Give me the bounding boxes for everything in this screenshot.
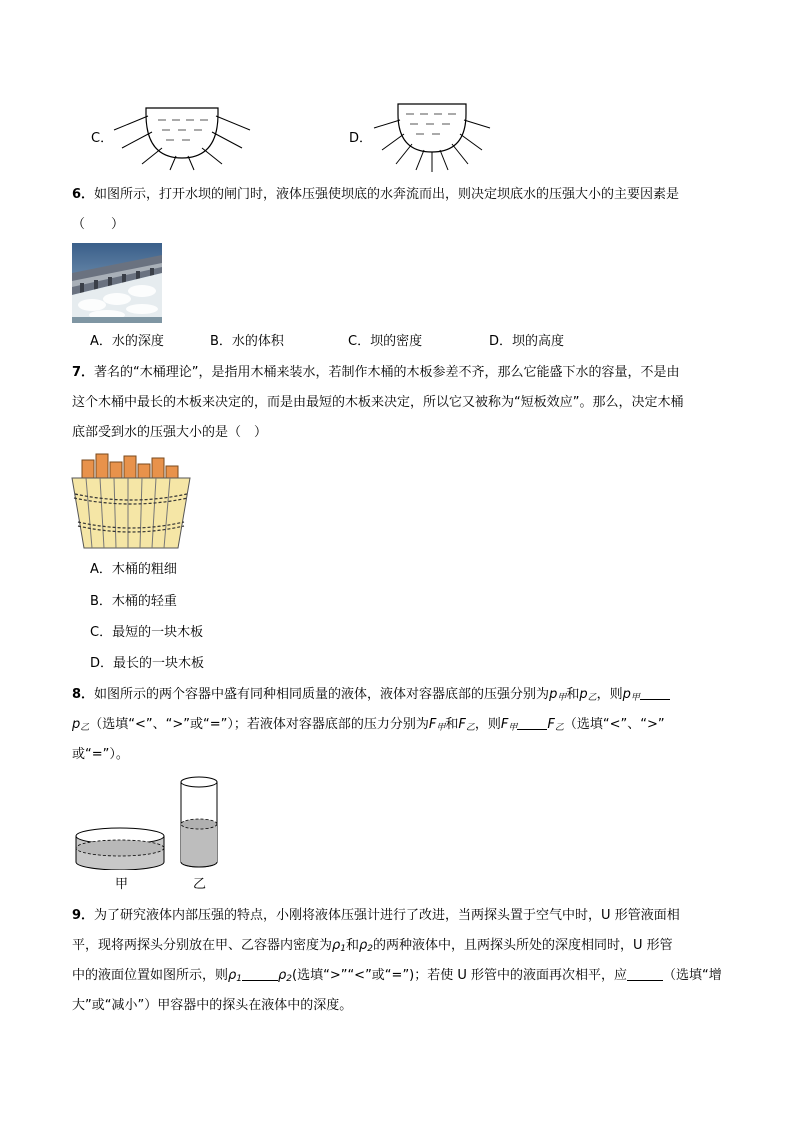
q9-blank-1[interactable] [242, 968, 278, 981]
q8-label-jia: 甲 [115, 877, 129, 892]
q7-option-b: B．木桶的轻重 [90, 594, 177, 609]
q9-he: 和 [346, 938, 360, 953]
q7-number: 7． [72, 365, 95, 380]
q7-line-3: 底部受到水的压强大小的是（ ） [72, 425, 268, 440]
q8-F: F [500, 717, 509, 732]
q8-ze: ，则 [596, 687, 623, 702]
q8-sub-yi: 乙 [554, 723, 564, 733]
q9-line-1-text: 为了研究液体内部压强的特点，小刚将液体压强计进行了改进，当两探头置于空气中时，U 形管液面相 [94, 908, 680, 923]
q6-option-d: D．坝的高度 [489, 334, 565, 349]
q8-blank-2[interactable] [517, 717, 547, 730]
q9-sub-2: 2 [286, 974, 293, 984]
q5-figure-c [106, 100, 256, 172]
q8-he: 和 [566, 687, 580, 702]
q8-sub-jia: 甲 [508, 723, 518, 733]
q5-option-d-label: D． [349, 131, 373, 146]
q9-rho: ρ [228, 968, 237, 983]
q9-line-3 [72, 967, 722, 988]
q8-line-1 [72, 686, 670, 707]
q8-number: 8． [72, 687, 95, 702]
q7-line-2: 这个木桶中最长的木板来决定的，而是由最短的木板来决定，所以它又被称为“短板效应”。那么，决定木桶 [72, 395, 684, 410]
q9-line-4: 大”或“减小”）甲容器中的探头在液体中的深度。 [72, 998, 353, 1013]
q6-option-c: C．坝的密度 [348, 334, 423, 349]
q9-blank-2[interactable] [627, 968, 663, 981]
q9-sub-1: 1 [236, 974, 243, 984]
q8-containers-figure [70, 774, 230, 870]
q8-he: 和 [445, 717, 459, 732]
q7-option-d: D．最长的一块木板 [90, 656, 205, 671]
q8-select-hint-2: （选填“<”、“>” [563, 717, 665, 732]
q9-sub-2: 2 [367, 944, 374, 954]
q9-line-1 [72, 907, 680, 925]
wooden-bucket-figure [68, 452, 194, 552]
q6-option-a: A．水的深度 [90, 334, 164, 349]
q8-p: p [72, 717, 81, 732]
q6-paren: （ ） [72, 217, 125, 232]
q8-p: p [549, 687, 558, 702]
q8-sub-yi: 乙 [465, 723, 475, 733]
q9-line-2 [72, 937, 673, 958]
q7-option-a: A．木桶的粗细 [90, 562, 177, 577]
q8-select-hint-1: （选填“<”、“>”或“=”）；若液体对容器底部的压力分别为 [89, 717, 429, 732]
q9-line-2-text-a: 平，现将两探头分别放在甲、乙容器内密度为 [72, 938, 333, 953]
q9-number: 9． [72, 908, 95, 923]
q5-figure-d [370, 100, 494, 172]
q7-line-1-text: 著名的“木桶理论”，是指用木桶来装水，若制作木桶的木板参差不齐，那么它能盛下水的容量，不是由 [94, 365, 680, 380]
q8-sub-jia: 甲 [557, 693, 567, 703]
q7-option-c: C．最短的一块木板 [90, 625, 204, 640]
q5-option-c-label: C． [91, 131, 114, 146]
q8-sub-jia: 甲 [436, 723, 446, 733]
q8-line-1-text: 如图所示的两个容器中盛有同种相同质量的液体，液体对容器底部的压强分别为 [94, 687, 550, 702]
q9-rho: ρ [278, 968, 287, 983]
q8-label-yi: 乙 [193, 877, 207, 892]
q8-line-2 [72, 716, 665, 737]
q8-p: p [579, 687, 588, 702]
q9-line-3-text-c: （选填“增 [663, 968, 722, 983]
dam-photo [72, 243, 162, 323]
q6-stem [72, 186, 679, 204]
q8-F: F [428, 717, 437, 732]
q8-p: p [622, 687, 631, 702]
q8-line-3: 或“=”）。 [72, 747, 129, 762]
q9-line-3-text-b: (选填“>”“<”或“=”)；若使 U 形管中的液面再次相平，应 [292, 968, 628, 983]
q6-number: 6． [72, 187, 95, 202]
q9-sub-1: 1 [340, 944, 347, 954]
q6-stem-text: 如图所示，打开水坝的闸门时，液体压强使坝底的水奔流而出，则决定坝底水的压强大小的主要因素是 [94, 187, 680, 202]
q9-rho: ρ [359, 938, 368, 953]
q8-blank-1[interactable] [640, 687, 670, 700]
q7-line-1 [72, 364, 680, 382]
q8-sub-jia: 甲 [630, 693, 640, 703]
q8-F: F [547, 717, 555, 732]
q6-option-b: B．水的体积 [210, 334, 284, 349]
q8-sub-yi: 乙 [80, 723, 90, 733]
q9-line-3-text-a: 中的液面位置如图所示，则 [72, 968, 229, 983]
q8-sub-yi: 乙 [587, 693, 597, 703]
q9-rho: ρ [332, 938, 341, 953]
q8-ze: ，则 [474, 717, 501, 732]
q9-line-2-text-b: 的两种液体中，且两探头所处的深度相同时，U 形管 [373, 938, 673, 953]
q8-F: F [458, 717, 466, 732]
